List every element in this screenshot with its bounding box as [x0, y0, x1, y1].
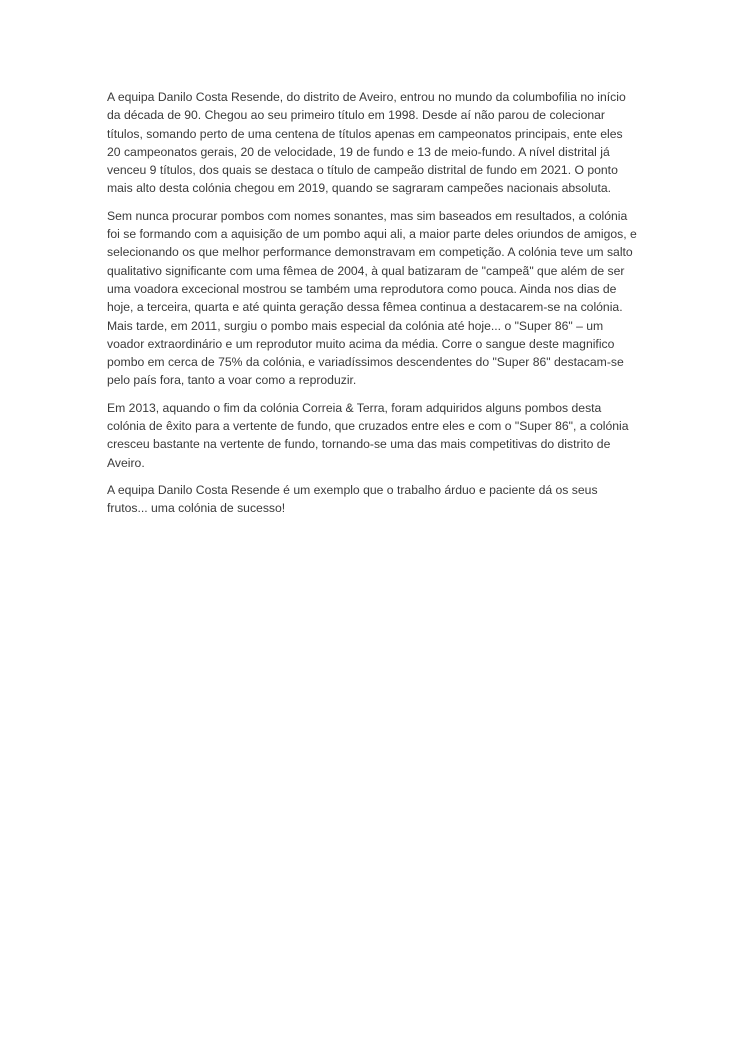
document-body — [107, 88, 637, 527]
paragraph-conclusion: A equipa Danilo Costa Resende é um exemplo que o trabalho árduo e paciente dá os seus frutos... uma colónia de sucesso! — [107, 482, 598, 516]
paragraph-breeding: Sem nunca procurar pombos com nomes sonantes, mas sim baseados em resultados, a colónia foi se formando com a aquisição de um pombo aqui ali, a maior parte deles oriundos de amigos, e selecionando os que melhor performance demonstravam em competição. A colónia teve um salto qualitativo significante com uma fêmea de 2004, à qual batizaram de "campeã" que além de ser uma voadora excecional mostrou se também uma reprodutora como pouca. Ainda nos dias de hoje, a terceira, quarta e até quinta geração dessa fêmea continua a destacarem-se na colónia. Mais tarde, em 2011, surgiu o pombo mais especial da colónia até hoje... o "Super 86" – um voador extraordinário e um reprodutor muito acima da média. Corre o sangue deste magnifico pombo em cerca de 75% da colónia, e variadíssimos descendentes do "Super 86" destacam-se pelo país fora, tanto a voar como a reproduzir. — [107, 208, 637, 388]
paragraph-acquisition: Em 2013, aquando o fim da colónia Correia & Terra, foram adquiridos alguns pombos desta colónia de êxito para a vertente de fundo, que cruzados entre eles e com o "Super 86", a colónia cresceu bastante na vertente de fundo, tornando-se uma das mais competitivas do distrito de Aveiro. — [107, 400, 629, 470]
paragraph-history: A equipa Danilo Costa Resende, do distrito de Aveiro, entrou no mundo da columbofilia no início da década de 90. Chegou ao seu primeiro título em 1998. Desde aí não parou de colecionar títulos, somando perto de uma centena de títulos apenas em campeonatos principais, ente eles 20 campeonatos gerais, 20 de velocidade, 19 de fundo e 13 de meio-fundo. A nível distrital já venceu 9 títulos, dos quais se destaca o título de campeão distrital de fundo em 2021. O ponto mais alto desta colónia chegou em 2019, quando se sagraram campeões nacionais absoluta. — [107, 90, 626, 196]
